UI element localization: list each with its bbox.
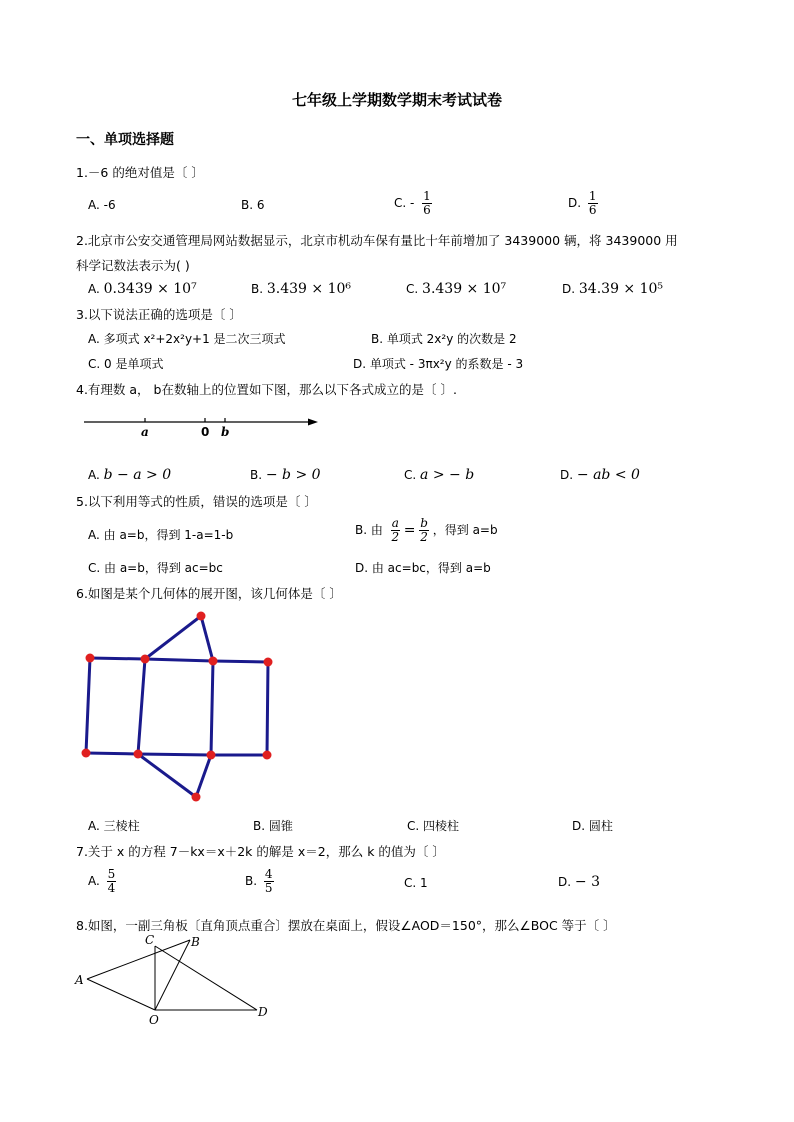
q2-option-c-label: C. (406, 282, 419, 296)
segment-CD (155, 946, 257, 1010)
q2-option-c-value: 3.439 × 10⁷ (422, 281, 507, 297)
q4-option-c[interactable] (404, 467, 474, 483)
q5-option-c[interactable]: C. 由 a=b，得到 ac=bc (88, 561, 223, 575)
q5-option-b-label: B. 由 (355, 523, 383, 537)
net-edge-t3-t4 (213, 661, 268, 662)
point-label-O: O (149, 1013, 159, 1027)
q1-option-c-fraction (422, 190, 432, 217)
q2-option-b-label: B. (251, 282, 264, 296)
q1-option-d-fraction (588, 190, 598, 217)
fraction-denominator: 6 (588, 203, 597, 217)
page-title: 七年级上学期数学期末考试试卷 (291, 91, 502, 109)
q1-option-d[interactable] (568, 190, 598, 217)
point-label-D: D (258, 1005, 268, 1019)
q7-option-d-label: D. (558, 875, 572, 889)
q5-option-a[interactable]: A. 由 a=b，得到 1-a=1-b (88, 528, 234, 542)
q2-option-d-value: 34.39 × 10⁵ (578, 281, 664, 297)
number-line-arrow-icon (308, 419, 318, 426)
q7-option-b-fraction (264, 868, 274, 895)
q4-option-d[interactable] (560, 467, 640, 483)
segment-AO (87, 979, 155, 1010)
question-3-stem: 3.以下说法正确的选项是〔 〕 (76, 307, 242, 322)
net-edge-t2-top (145, 616, 201, 659)
q2-option-c[interactable] (406, 281, 506, 297)
net-edge-b1-b2 (86, 753, 138, 754)
q3-option-c[interactable]: C. 0 是单项式 (88, 357, 164, 371)
net-edge-t1-b1 (86, 658, 90, 753)
q2-option-a-value: 0.3439 × 10⁷ (103, 281, 197, 297)
q3-option-d[interactable]: D. 单项式 - 3πx²y 的系数是 - 3 (353, 357, 524, 371)
fraction-denominator: 5 (264, 881, 273, 895)
q7-option-d[interactable] (558, 874, 600, 890)
axis-label-0: 0 (201, 425, 210, 439)
point-label-B: B (191, 935, 200, 949)
axis-label-b: b (221, 425, 230, 439)
segment-OB (155, 940, 190, 1010)
q3-option-a[interactable]: A. 多项式 x²+2x²y+1 是二次三项式 (88, 332, 286, 346)
q5-fraction-a-over-2 (391, 517, 400, 544)
net-vertex-bot (192, 793, 201, 802)
prism-net-figure (80, 610, 290, 810)
question-2-stem-line-2: 科学记数法表示为( ) (76, 258, 190, 273)
q7-option-a-label: A. (88, 874, 100, 888)
fraction-denominator: 4 (107, 881, 116, 895)
q4-option-b-label: B. (250, 468, 263, 482)
net-vertex-b1 (82, 749, 91, 758)
net-edge-top-t3 (201, 616, 213, 661)
fraction-numerator: a (391, 516, 399, 530)
q4-option-c-value: a > − b (420, 467, 475, 483)
q4-option-a[interactable] (88, 467, 171, 483)
question-5-stem: 5.以下利用等式的性质，错误的选项是〔 〕 (76, 494, 317, 509)
q2-option-d-label: D. (562, 282, 576, 296)
net-vertex-t2 (141, 655, 150, 664)
q7-option-b[interactable] (245, 868, 274, 895)
net-edge-bot-b3 (196, 755, 211, 797)
q7-option-d-value: − 3 (574, 874, 600, 890)
q4-option-d-label: D. (560, 468, 574, 482)
q2-option-a-label: A. (88, 282, 100, 296)
section-heading: 一、单项选择题 (76, 132, 174, 148)
fraction-numerator: 4 (264, 867, 273, 881)
question-7-stem: 7.关于 x 的方程 7－kx＝x＋2k 的解是 x＝2，那么 k 的值为〔 〕 (76, 844, 445, 859)
axis-label-a: a (141, 425, 149, 439)
point-label-C: C (145, 933, 155, 947)
q5-option-b-suffix: ，得到 a=b (432, 523, 498, 537)
q4-option-a-value: b − a > 0 (103, 467, 172, 483)
net-vertex-t1 (86, 654, 95, 663)
triangle-set-figure (75, 932, 275, 1032)
point-label-A: A (75, 973, 84, 987)
fraction-numerator: b (420, 516, 428, 530)
q1-option-b[interactable]: B. 6 (241, 198, 265, 212)
q7-option-a[interactable] (88, 868, 116, 895)
q1-option-d-label: D. (568, 196, 582, 210)
fraction-denominator: 2 (420, 530, 428, 544)
net-edge-b2-bot (138, 754, 196, 797)
equals-sign: = (403, 522, 416, 539)
question-4-stem: 4.有理数 a， b在数轴上的位置如下图，那么以下各式成立的是〔 〕. (76, 382, 457, 397)
q5-option-d[interactable]: D. 由 ac=bc，得到 a=b (355, 561, 491, 575)
q4-option-b[interactable] (250, 467, 321, 483)
net-vertex-b2 (134, 750, 143, 759)
q5-fraction-b-over-2 (419, 517, 429, 544)
q6-option-b[interactable]: B. 圆锥 (253, 819, 293, 833)
segment-AB (87, 940, 190, 979)
q6-option-a[interactable]: A. 三棱柱 (88, 819, 140, 833)
number-line-figure (84, 412, 324, 442)
net-vertex-top (197, 612, 206, 621)
question-8-stem: 8.如图，一副三角板〔直角顶点重合〕摆放在桌面上，假设∠AOD＝150°，那么∠BOC 等于〔 〕 (76, 918, 616, 933)
fraction-numerator: 1 (423, 189, 431, 203)
q4-option-a-label: A. (88, 468, 100, 482)
net-edge-t1-t2 (90, 658, 145, 659)
net-edge-b2-b3 (138, 754, 211, 755)
net-edge-t2-b2 (138, 659, 145, 754)
net-edge-t3-b3 (211, 661, 213, 755)
q2-option-b[interactable] (251, 281, 351, 297)
fraction-numerator: 1 (588, 189, 597, 203)
net-edge-t2-t3 (145, 659, 213, 661)
fraction-denominator: 6 (423, 203, 431, 217)
net-vertex-b3 (207, 751, 216, 760)
q2-option-a[interactable] (88, 281, 197, 297)
q1-option-c[interactable] (394, 190, 432, 217)
q4-option-d-value: − ab < 0 (576, 467, 640, 483)
q4-option-c-label: C. (404, 468, 417, 482)
net-vertex-t4 (264, 658, 273, 667)
q2-option-d[interactable] (562, 281, 663, 297)
q6-option-c[interactable]: C. 四棱柱 (407, 819, 460, 833)
question-2-stem-line-1: 2.北京市公安交通管理局网站数据显示，北京市机动车保有量比十年前增加了 3439000 辆，将 3439000 用 (76, 233, 678, 248)
q6-option-d[interactable]: D. 圆柱 (572, 819, 613, 833)
q4-option-b-value: − b > 0 (265, 467, 321, 483)
net-vertex-t3 (209, 657, 218, 666)
q7-option-b-label: B. (245, 874, 258, 888)
fraction-denominator: 2 (391, 530, 400, 544)
net-vertex-b4 (263, 751, 272, 760)
question-1-stem: 1.－6 的绝对值是〔 〕 (76, 165, 204, 180)
q2-option-b-value: 3.439 × 10⁶ (266, 281, 352, 297)
q1-option-c-label: C. - (394, 196, 415, 210)
question-6-stem: 6.如图是某个几何体的展开图，该几何体是〔 〕 (76, 586, 342, 601)
q3-option-b[interactable]: B. 单项式 2x²y 的次数是 2 (371, 332, 517, 346)
q1-option-a[interactable]: A. -6 (88, 198, 116, 212)
net-edge-t4-b4 (267, 662, 268, 755)
q7-option-a-fraction (107, 868, 117, 895)
q7-option-c[interactable]: C. 1 (404, 876, 428, 890)
fraction-numerator: 5 (107, 867, 116, 881)
q5-option-b[interactable] (355, 517, 498, 544)
